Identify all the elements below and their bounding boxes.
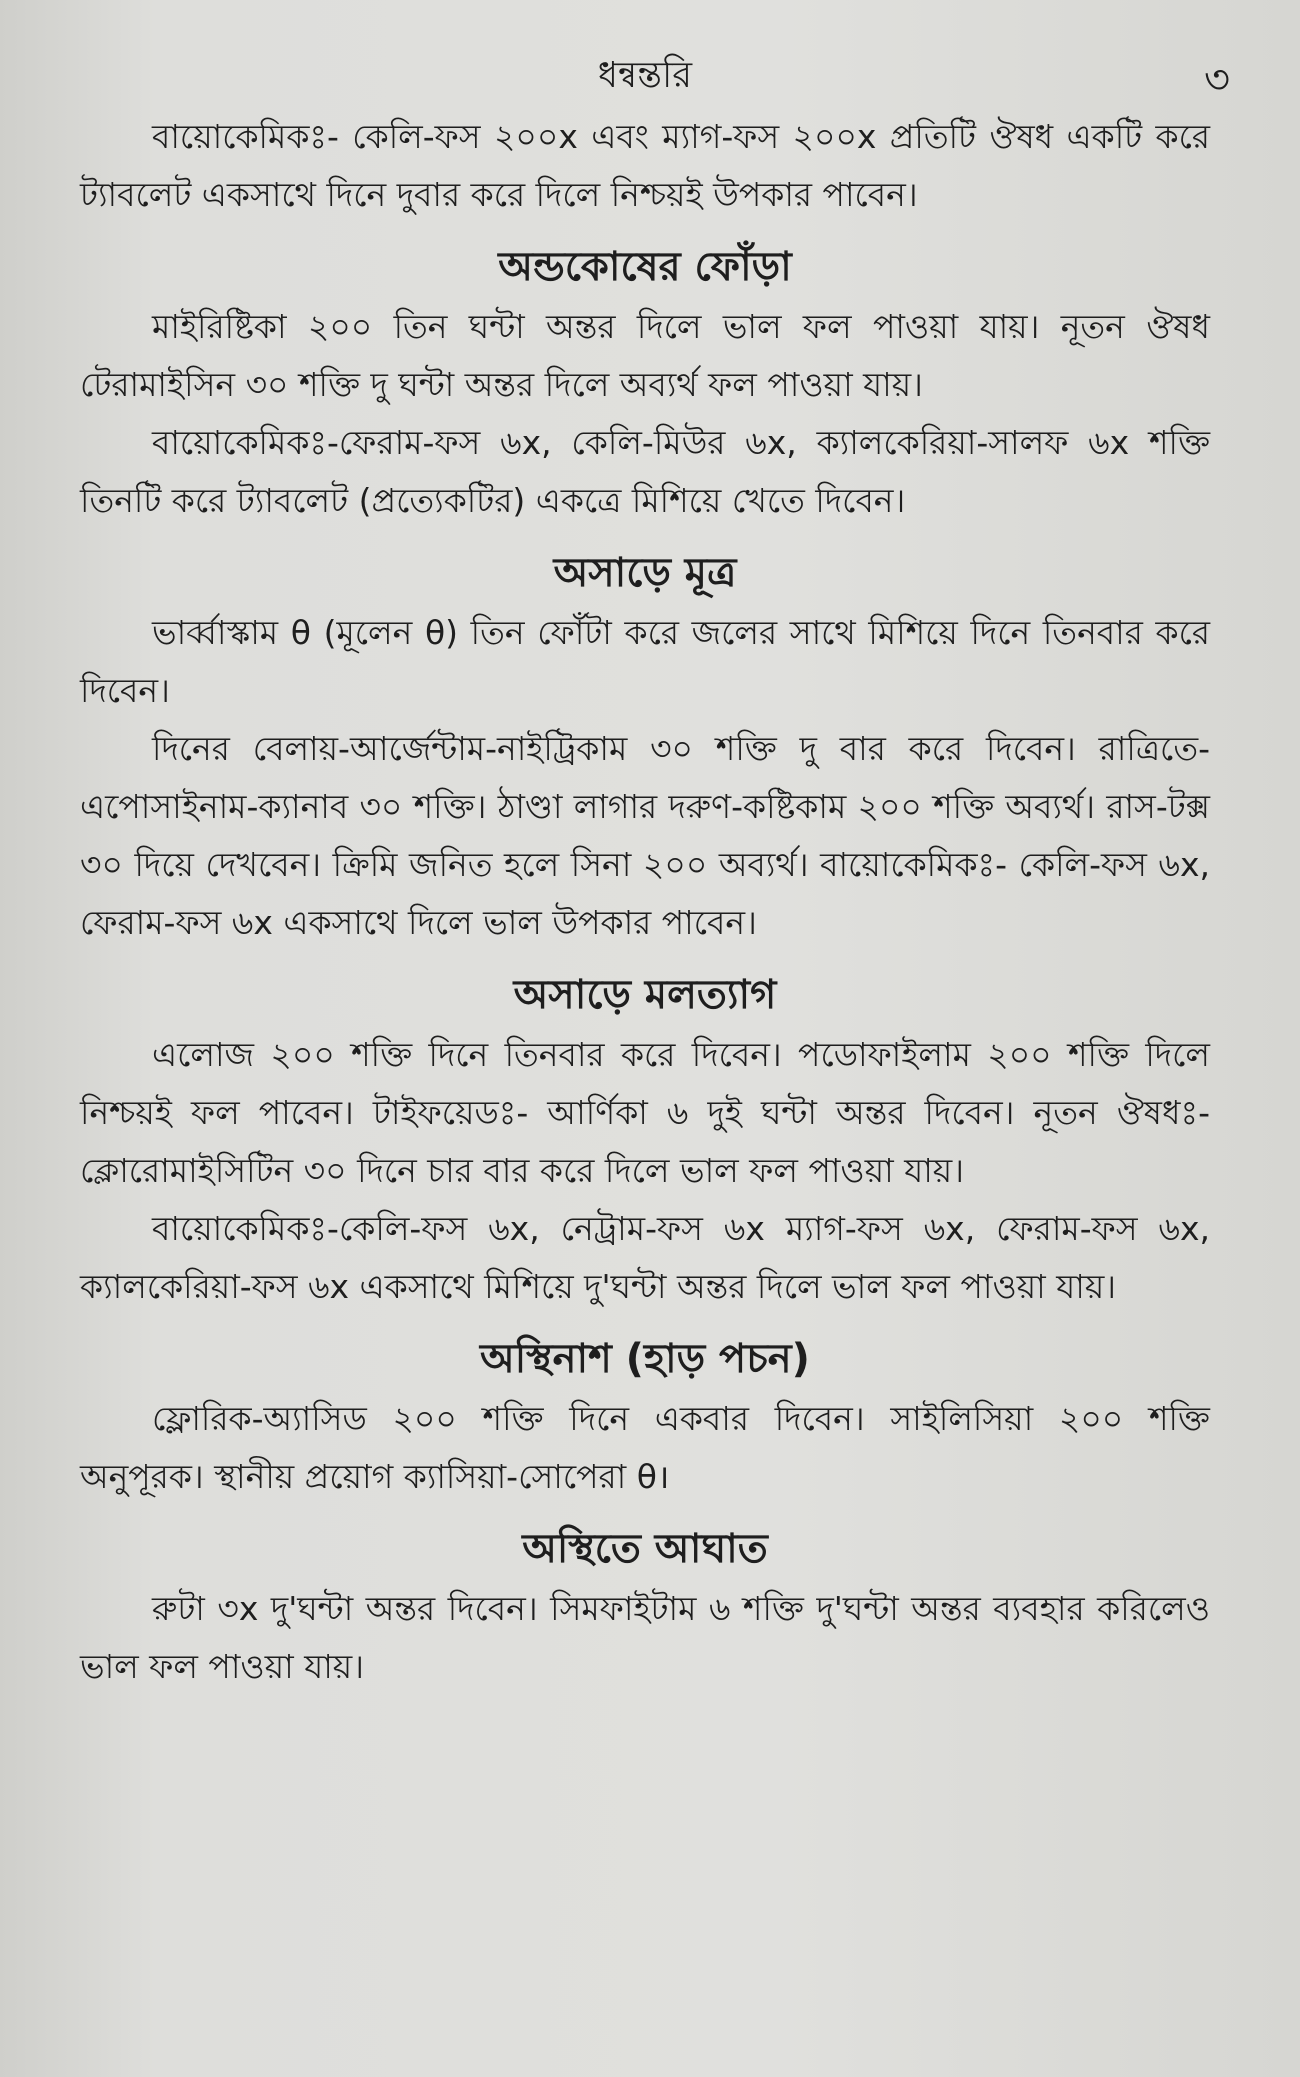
page-number: ৩ [1203,57,1230,103]
section-heading: অসাড়ে মূত্র [553,550,737,596]
book-title: ধন্বন্তরি [597,55,693,96]
page-content [80,108,1210,1696]
paragraph: দিনের বেলায়-আর্জেন্টাম-নাইট্রিকাম ৩০ শক্তি দু বার করে দিবেন। রাত্রিতে-এপোসাইনাম-ক্যানাব ৩০ শক্তি। ঠাণ্ডা লাগার দরুণ-কষ্টিকাম ২০০ শক্তি অব্যর্থ। রাস-টক্স ৩০ দিয়ে দেখবেন। ক্রিমি জনিত হলে সিনা ২০০ অব্যর্থ। বায়োকেমিকঃ- কেলি-ফস ৬x, ফেরাম-ফস ৬x একসাথে দিলে ভাল উপকার পাবেন। [80,729,1211,942]
paragraph: রুটা ৩x দু'ঘন্টা অন্তর দিবেন। সিমফাইটাম ৬ শক্তি দু'ঘন্টা অন্তর ব্যবহার করিলেও ভাল ফল পাওয়া যায়। [80,1589,1210,1686]
section-heading: অস্থিতে আঘাত [522,1526,768,1572]
running-header [80,48,1230,108]
section-heading: অসাড়ে মলত্যাগ [513,972,777,1018]
paragraph: ফ্লোরিক-অ্যাসিড ২০০ শক্তি দিনে একবার দিবেন। সাইলিসিয়া ২০০ শক্তি অনুপূরক। স্থানীয় প্রয়োগ ক্যাসিয়া-সোপেরা θ। [80,1399,1210,1496]
paragraph: ভার্ব্বাস্কাম θ (মূলেন θ) তিন ফোঁটা করে জলের সাথে মিশিয়ে দিনে তিনবার করে দিবেন। [80,613,1210,710]
paragraph: মাইরিষ্টিকা ২০০ তিন ঘন্টা অন্তর দিলে ভাল ফল পাওয়া যায়। নূতন ঔষধ টেরামাইসিন ৩০ শক্তি দু ঘন্টা অন্তর দিলে অব্যর্থ ফল পাওয়া যায়। [80,307,1210,404]
paragraph: বায়োকেমিকঃ-কেলি-ফস ৬x, নেট্রাম-ফস ৬x ম্যাগ-ফস ৬x, ফেরাম-ফস ৬x, ক্যালকেরিয়া-ফস ৬x একসাথে মিশিয়ে দু'ঘন্টা অন্তর দিলে ভাল ফল পাওয়া যায়। [80,1209,1210,1306]
paragraph: বায়োকেমিকঃ-ফেরাম-ফস ৬x, কেলি-মিউর ৬x, ক্যালকেরিয়া-সালফ ৬x শক্তি তিনটি করে ট্যাবলেট (প্রত্যেকটির) একত্রে মিশিয়ে খেতে দিবেন। [80,423,1210,520]
paragraph: বায়োকেমিকঃ- কেলি-ফস ২০০x এবং ম্যাগ-ফস ২০০x প্রতিটি ঔষধ একটি করে ট্যাবলেট একসাথে দিনে দুবার করে দিলে নিশ্চয়ই উপকার পাবেন। [80,117,1210,214]
paragraph: এলোজ ২০০ শক্তি দিনে তিনবার করে দিবেন। পডোফাইলাম ২০০ শক্তি দিলে নিশ্চয়ই ফল পাবেন। টাইফয়েডঃ- আর্ণিকা ৬ দুই ঘন্টা অন্তর দিবেন। নূতন ঔষধঃ-ক্লোরোমাইসিটিন ৩০ দিনে চার বার করে দিলে ভাল ফল পাওয়া যায়। [80,1035,1210,1190]
section-heading: অস্থিনাশ (হাড় পচন) [480,1336,810,1382]
section-heading: অন্ডকোষের ফোঁড়া [498,244,792,290]
